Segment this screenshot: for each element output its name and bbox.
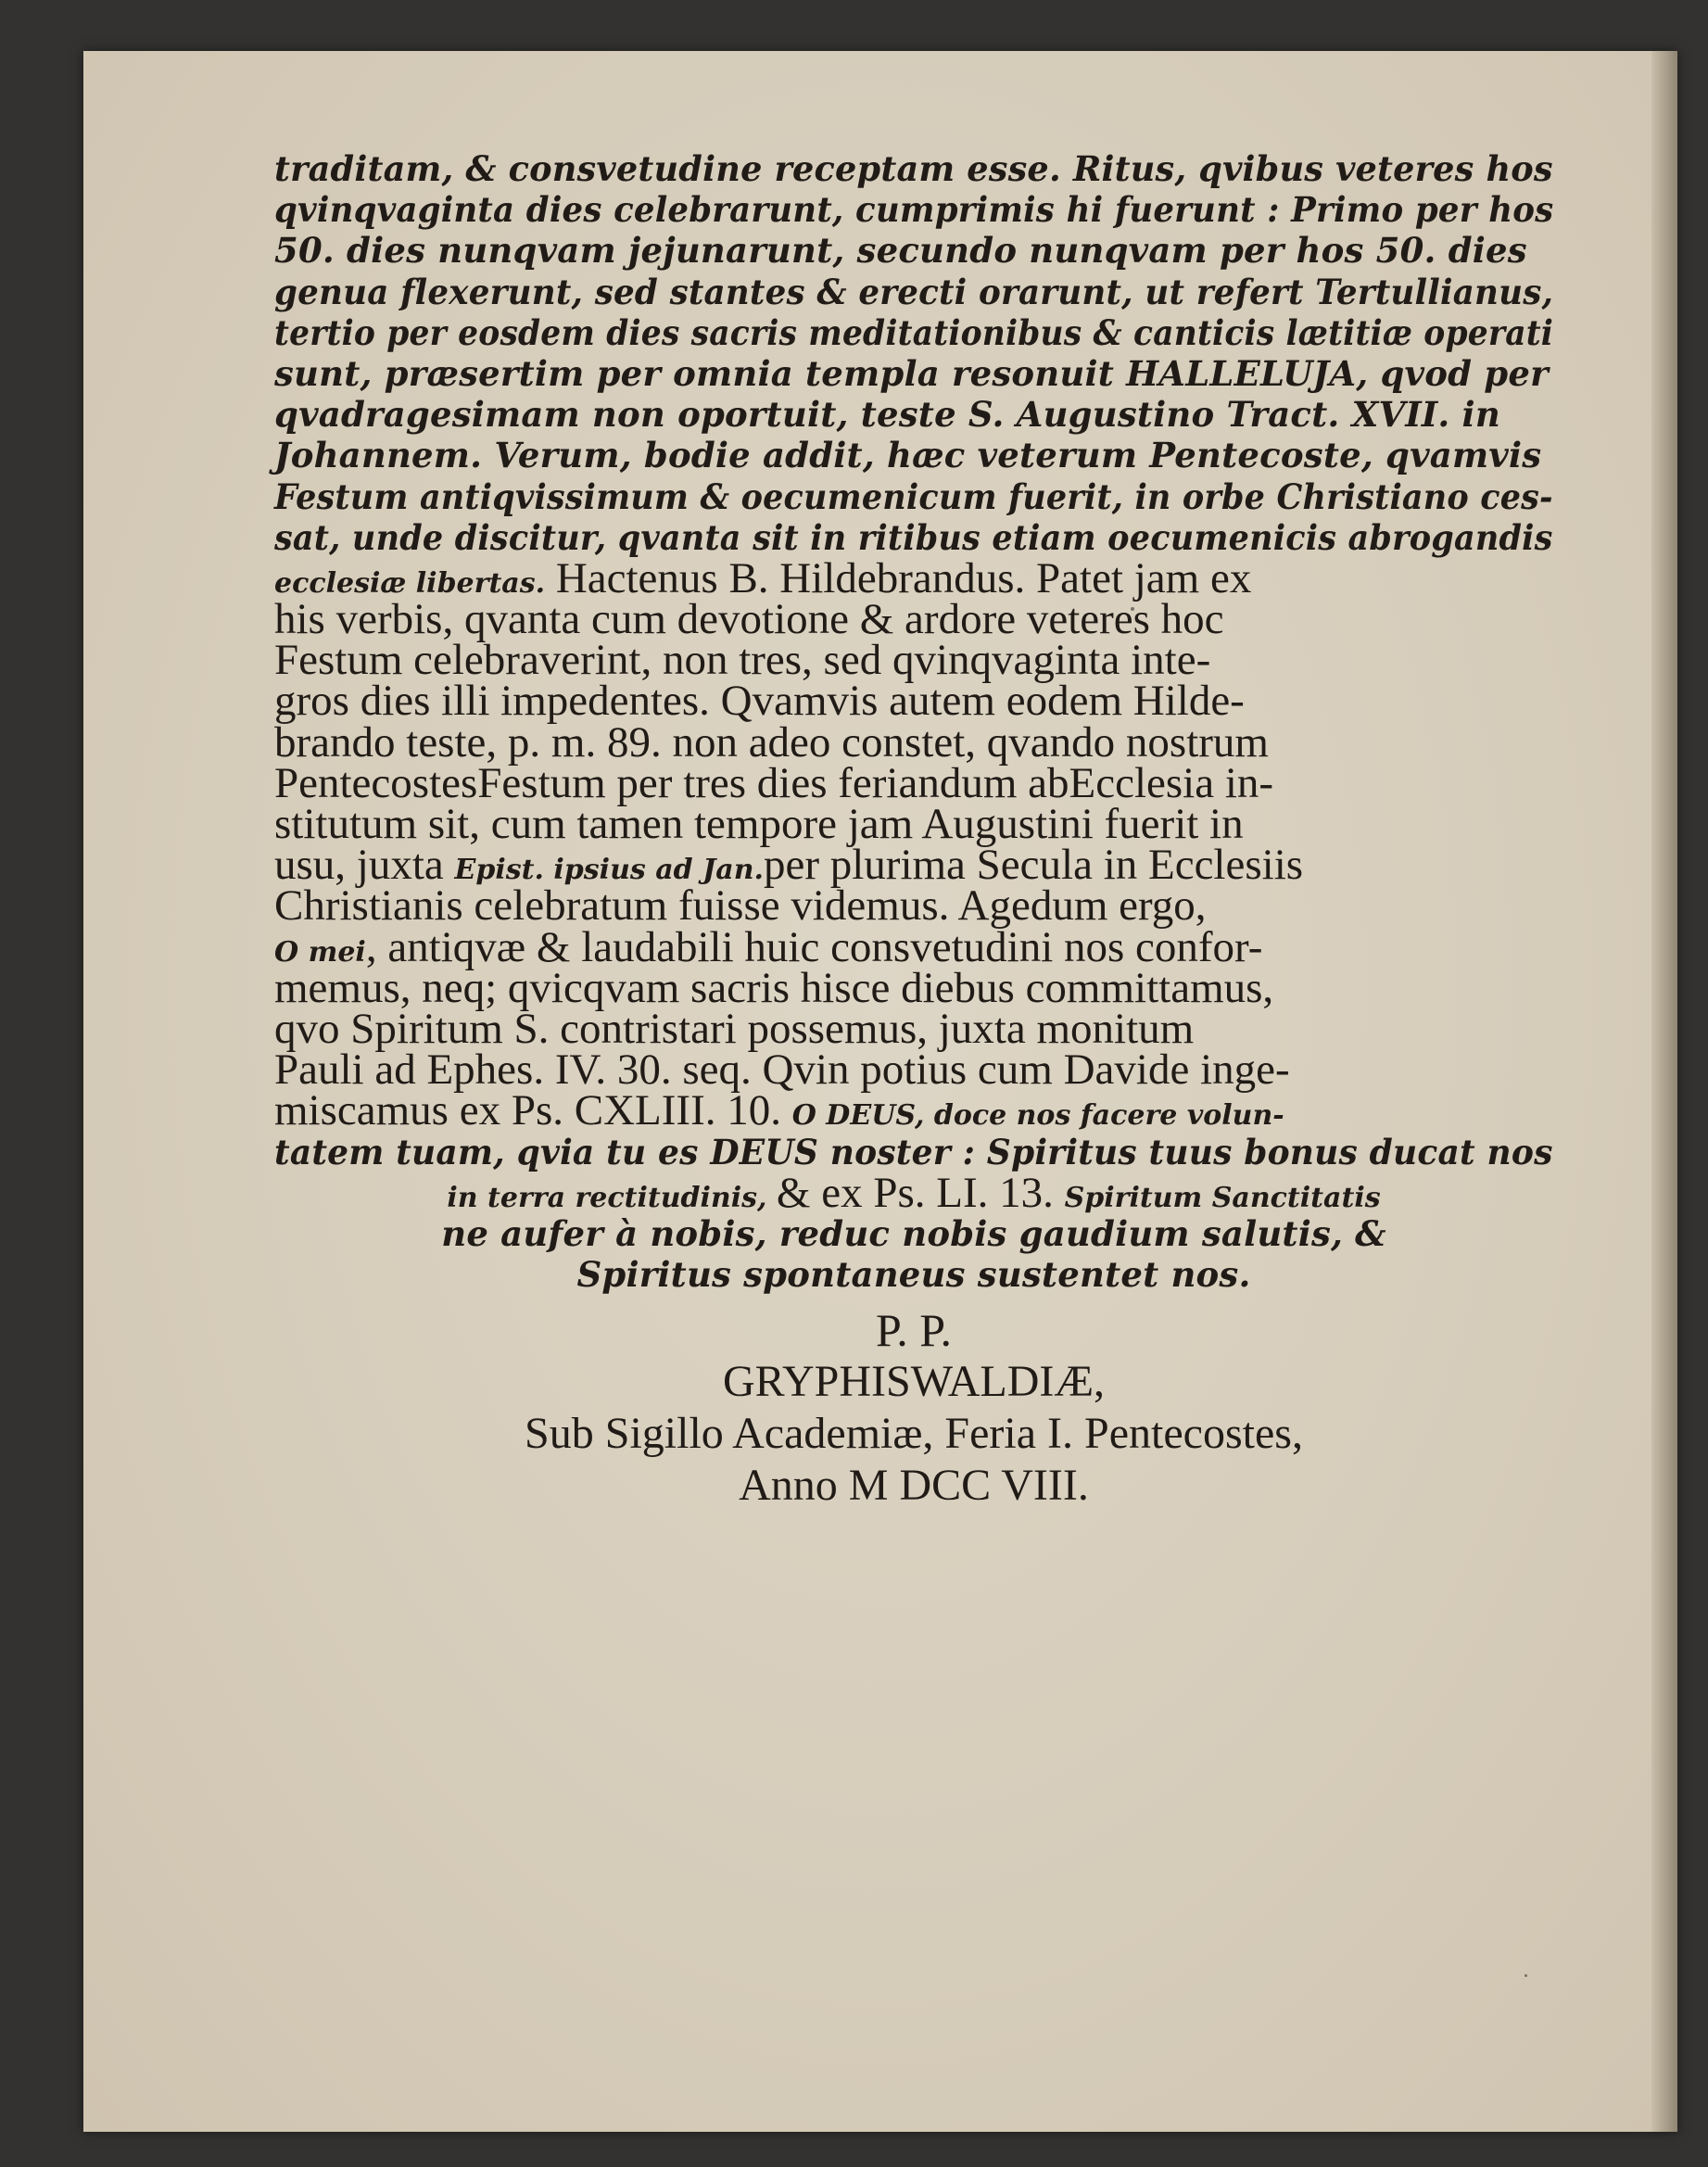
colophon-place: GRYPHISWALDIÆ, [722,1357,1106,1407]
text-line: qvinqvaginta dies celebrarunt, cumprimis hi fuerunt : Primo per hos [274,189,1554,231]
text-line: PentecostesFestum per tres dies feriandum abEcclesia in- [274,758,1274,807]
roman-phrase: Hactenus B. Hildebrandus. Patet jam ex [545,553,1252,602]
text-line [274,1086,1553,1135]
text-line: Pauli ad Ephes. IV. 30. seq. Qvin potius cum Davide inge- [274,1045,1290,1095]
text-line: sunt, præsertim per omnia templa resonuit HALLELUJA, qvod per [274,352,1549,394]
roman-phrase: usu, juxta [274,841,455,890]
text-line: qvo Spiritum S. contristari possemus, juxta monitum [274,1004,1195,1053]
text-line: ne aufer à nobis, reduc nobis gaudium salutis, & [441,1212,1386,1254]
text-line: memus, neq; qvicqvam sacris hisce diebus committamus, [274,963,1274,1012]
text-line: genua flexerunt, sed stantes & erecti orarunt, ut refert Tertullianus, [274,271,1554,312]
text-line: his verbis, qvanta cum devotione & ardore veteres hoc [274,595,1224,644]
text-line: gros dies illi impedentes. Qvamvis autem eodem Hilde- [274,677,1245,726]
text-line: Johannem. Verum, bodie addit, hæc veterum Pentecoste, qvamvis [274,435,1542,476]
text-line: Festum antiqvissimum & oecumenicum fuerit, in orbe Christiano ces- [274,475,1553,517]
italic-phrase: ecclesiæ libertas. [274,566,546,600]
roman-phrase: , antiqvæ & laudabili huic consvetudini nos confor- [365,922,1263,971]
text-line: tatem tuam, qvia tu es DEUS noster : Spiritus tuus bonus ducat nos [274,1131,1553,1172]
roman-phrase: per plurima Secula in Ecclesiis [763,841,1304,890]
text-block [274,148,1553,1512]
text-line: Christianis celebratum fuisse videmus. Agedum ergo, [274,881,1207,931]
ink-spot [1525,1974,1527,1977]
text-line: Festum celebraverint, non tres, sed qvinqvaginta inte- [274,636,1211,685]
text-line [274,1168,1553,1217]
roman-phrase: miscamus ex Ps. CXLIII. 10. [274,1086,792,1135]
text-line [274,841,1553,890]
text-line: qvadragesimam non oportuit, teste S. Augustino Tract. XVII. in [274,394,1500,436]
text-line: sat, unde discitur, qvanta sit in ritibus etiam oecumenicis abrogandis [274,516,1553,558]
text-line: stitutum sit, cum tamen tempore jam Augustini fuerit in [274,800,1244,848]
italic-phrase: O DEUS, doce nos facere volun- [791,1099,1284,1133]
page-edge [1651,51,1677,2132]
text-line: Spiritus spontaneus sustentet nos. [576,1254,1251,1296]
text-line: brando teste, p. m. 89. non adeo constet, qvando nostrum [274,717,1269,767]
text-line: traditam, & consvetudine receptam esse. Ritus, qvibus veteres hos [274,148,1553,189]
text-line [274,553,1553,602]
italic-phrase: Epist. ipsius ad Jan. [454,854,764,887]
roman-phrase: & ex Ps. LI. 13. [776,1168,1065,1217]
pp-signature: P. P. [875,1304,953,1357]
italic-phrase: in terra rectitudinis, [447,1181,777,1214]
italic-phrase: Spiritum Sanctitatis [1064,1181,1381,1214]
text-line [274,922,1553,971]
text-line: tertio per eosdem dies sacris meditationibus & canticis lætitiæ operati [274,311,1554,353]
colophon-seal: Sub Sigillo Academiæ, Feria I. Pentecostes, [525,1409,1303,1459]
text-line: 50. dies nunqvam jejunarunt, secundo nunqvam per hos 50. dies [274,230,1527,272]
italic-phrase: O mei [274,935,366,969]
colophon-year: Anno M DCC VIII. [739,1461,1089,1511]
